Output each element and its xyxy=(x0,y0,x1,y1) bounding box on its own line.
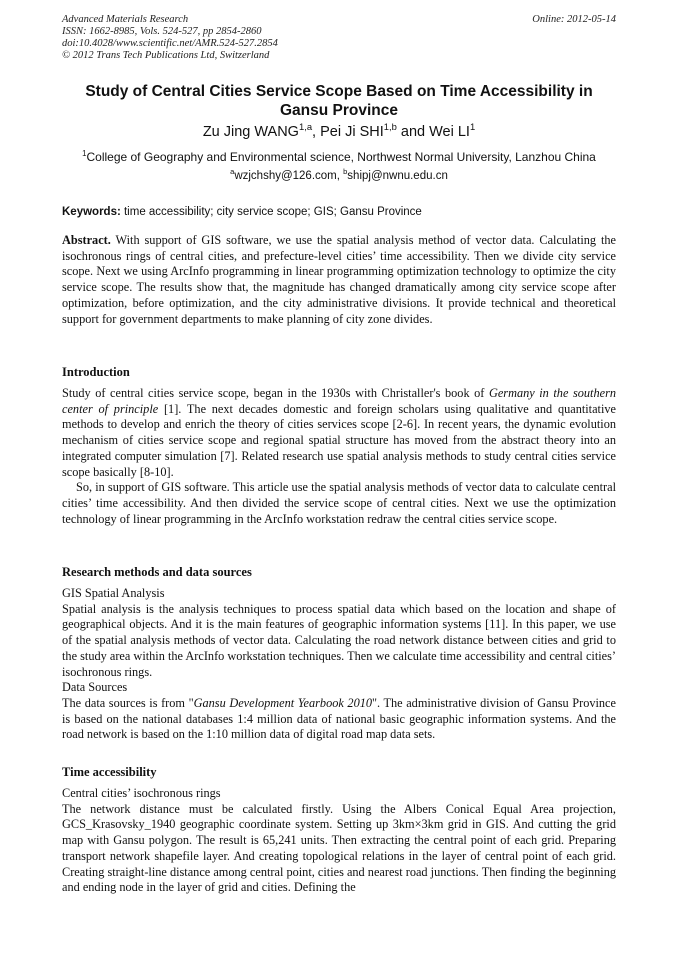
book-title: Germany in the southern center of principle xyxy=(62,386,617,416)
paper-title: Study of Central Cities Service Scope Based on Time Accessibility in Gansu Province xyxy=(85,83,593,119)
author-name: Pei Ji SHI xyxy=(320,124,384,140)
online-date: Online: 2012-05-14 xyxy=(532,14,616,25)
affiliation-superscript: 1 xyxy=(82,149,87,158)
email-superscript: b xyxy=(343,167,348,177)
keywords xyxy=(62,206,616,218)
section-heading-introduction: Introduction xyxy=(62,365,130,379)
paragraph-text: ". The administrative division of Gansu Province is based on the national databases 1:4 million data of national basic geographic information systems. And the road network is based on the 1:10 million data of digital road map data sets. xyxy=(62,695,616,742)
author-name: Wei LI xyxy=(429,124,470,140)
paragraph xyxy=(62,696,616,743)
time-accessibility-body xyxy=(62,786,616,896)
author-separator: , xyxy=(312,124,321,140)
author-list xyxy=(62,121,616,140)
journal-doi: doi:10.4028/www.scientific.net/AMR.524-527.2854 xyxy=(62,38,278,49)
journal-header xyxy=(62,14,616,62)
author-emails xyxy=(62,167,616,182)
keywords-label: Keywords: xyxy=(62,206,121,218)
author-separator: and xyxy=(396,124,430,140)
paragraph: Spatial analysis is the analysis techniques to process spatial data which based on the location and shape of geographical objects. And it is the main features of geographic information systems [11]. In this paper, we use of the spatial analysis methods of vector data. Calculating the road network distance between cities and grid to the study area within the ArcInfo workstation techniques. Then we calculate time accessibility and central cities’ isochronous rings. xyxy=(62,601,616,679)
journal-copyright: © 2012 Trans Tech Publications Ltd, Switzerland xyxy=(62,50,270,61)
author-superscript: 1,a xyxy=(298,121,313,133)
section-heading-time-accessibility: Time accessibility xyxy=(62,765,157,779)
paragraph: So, in support of GIS software. This article use the spatial analysis methods of vector data to calculate central cities’ time accessibility. And then divided the service scope of central cities. Next we use the optimization technology of linear programming in the ArcInfo workstation redraw the central cities service scope. xyxy=(62,480,616,526)
paragraph: The network distance must be calculated firstly. Using the Albers Conical Equal Area projection, GCS_Krasovsky_1940 geographic coordinate system. Setting up 3km×3km grid in GIS. And cutting the grid map with Gansu polygon. The result is 65,241 units. Then extracting the central point of each grid. Preparing transport network shapefile layer. And creating topological relations in the layer of central point of each grid. Creating straight-line distance among central point, cities and nearest road junctions. Then finding the beginning and ending node in the layer of grid and cities. Defining the xyxy=(62,801,616,895)
abstract xyxy=(62,233,616,327)
affiliation-text: College of Geography and Environmental science, Northwest Normal University, Lanzhou China xyxy=(86,150,596,164)
affiliation xyxy=(62,150,616,164)
paragraph xyxy=(62,386,616,480)
methods-body xyxy=(62,586,616,743)
paragraph-text: Study of central cities service scope, began in the 1930s with Christaller's book of xyxy=(62,386,489,400)
journal-issn: ISSN: 1662-8985, Vols. 524-527, pp 2854-2860 xyxy=(62,26,262,37)
subheading: GIS Spatial Analysis xyxy=(62,586,165,600)
subheading: Data Sources xyxy=(62,680,128,695)
author-name: Zu Jing WANG xyxy=(202,124,299,140)
abstract-label: Abstract. xyxy=(62,233,111,247)
yearbook-title: Gansu Development Yearbook 2010 xyxy=(193,695,373,710)
email-link[interactable]: shipj@nwnu.edu.cn xyxy=(347,170,448,182)
section-heading-methods: Research methods and data sources xyxy=(62,565,252,579)
paragraph-text: [1]. The next decades domestic and foreign scholars using qualitative and quantitative methods to develop and enrich the theory of cities services scope [2-6]. In recent years, the dynamic evolution mechanism of cities service scope and regional spatial structure has moved from the abstract theory into an integrated computer simulation [7]. Related research use spatial analysis methods to study central cities service scope basically [8-10]. xyxy=(62,401,616,479)
email-superscript: a xyxy=(230,167,235,177)
journal-name: Advanced Materials Research xyxy=(62,14,189,25)
email-link[interactable]: wzjchshy@126.com, xyxy=(234,170,344,182)
paragraph-text: The data sources is from " xyxy=(62,695,194,710)
keywords-text: time accessibility; city service scope; GIS; Gansu Province xyxy=(120,206,422,218)
author-superscript: 1 xyxy=(469,121,476,133)
author-superscript: 1,b xyxy=(383,121,397,133)
abstract-text: With support of GIS software, we use the spatial analysis method of vector data. Calculating the isochronous rings of central cities, and prefecture-level cities’ time accessibility. Then we divide city service scope. Next we using ArcInfo programming in linear programming optimization technology to optimize the city service scope. The results show that, the magnitude has changed dramatically among city service scope after optimization, before optimization, and the city administrative divisions. It provide technical and theoretical support for government departments to make planning of city zone divides. xyxy=(62,233,616,326)
introduction-body xyxy=(62,386,616,527)
subheading: Central cities’ isochronous rings xyxy=(62,786,221,800)
